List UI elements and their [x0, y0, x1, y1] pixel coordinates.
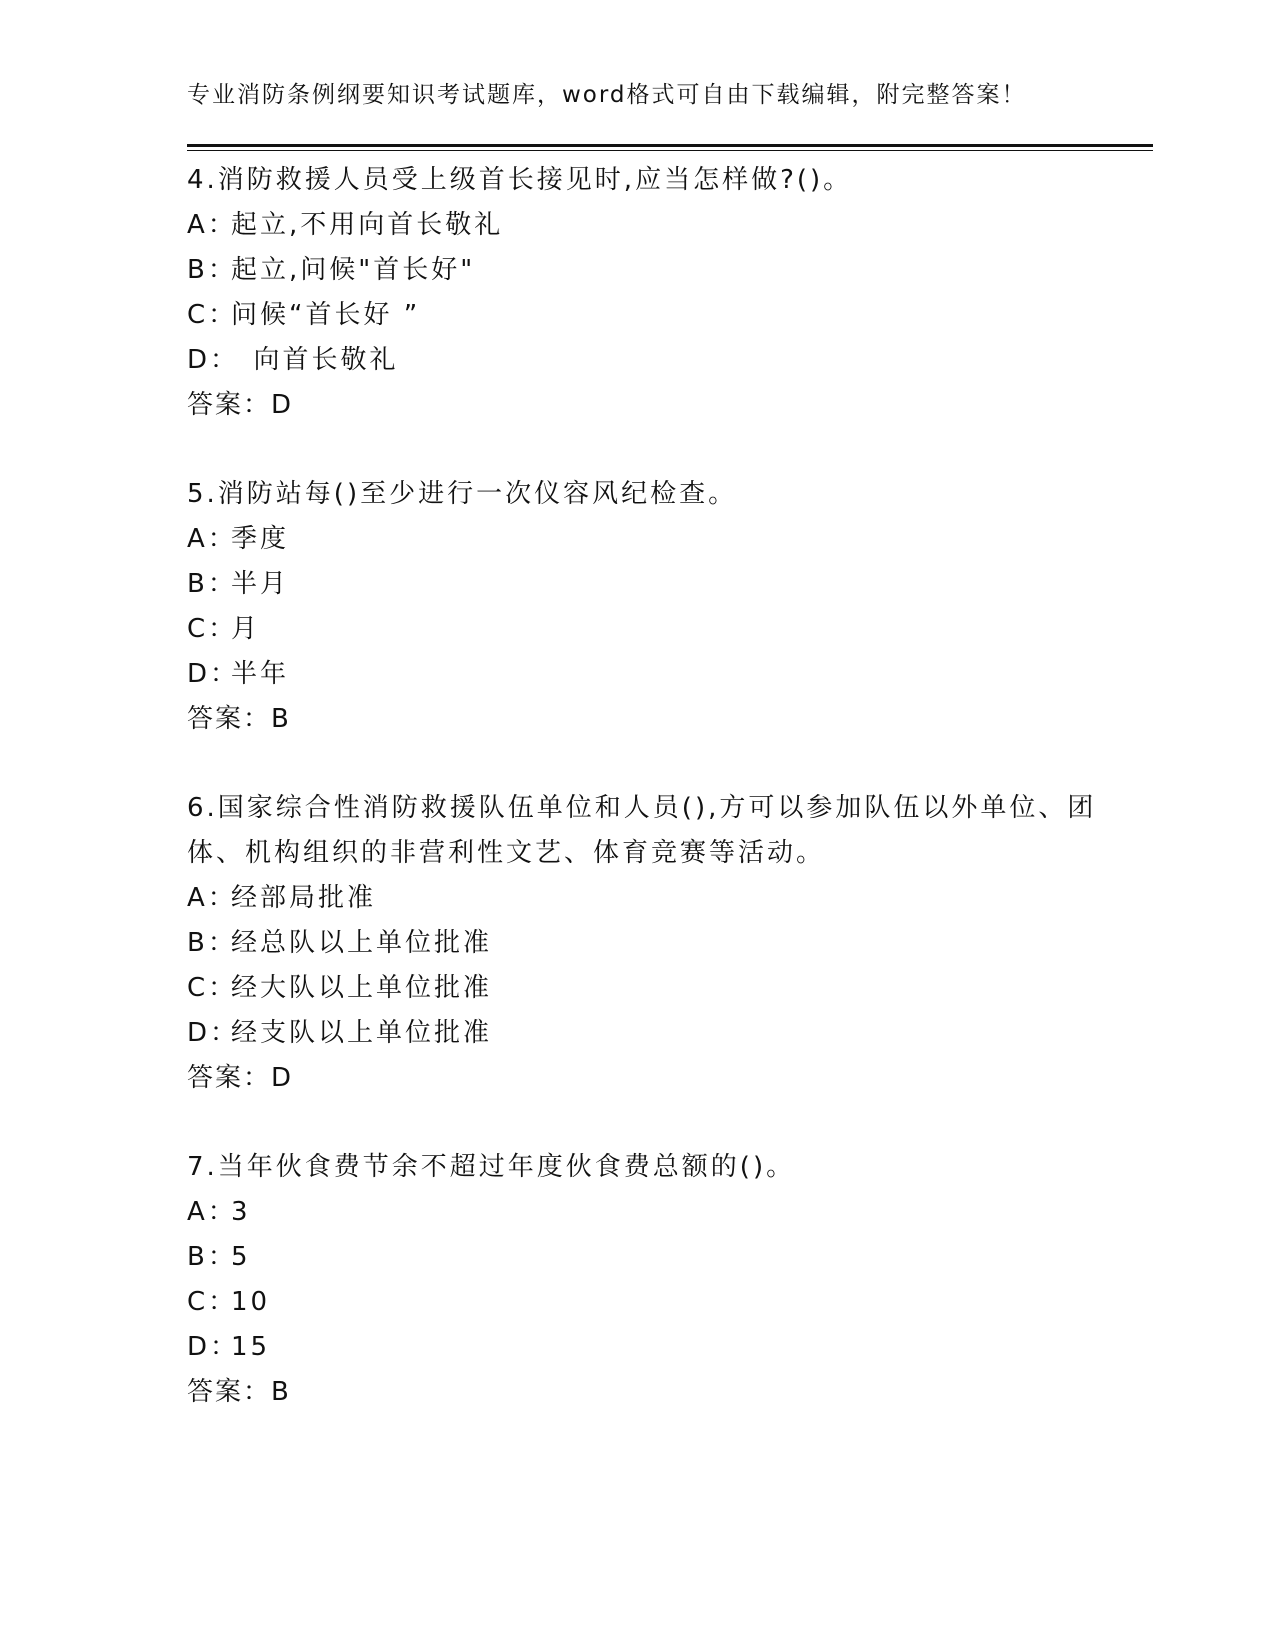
- option-b: [187, 921, 1153, 966]
- question-6: [187, 786, 1153, 1101]
- option-text: 季度: [231, 524, 290, 554]
- option-a: [187, 517, 1153, 562]
- option-key: D：: [187, 659, 240, 689]
- option-text: 5: [231, 1242, 251, 1272]
- question-text: 6.国家综合性消防救援队伍单位和人员(),方可以参加队伍以外单位、团体、机构组织的非营利性文艺、体育竞赛等活动。: [187, 793, 1097, 868]
- option-d: [187, 1325, 1153, 1370]
- option-key: B：: [187, 928, 237, 958]
- option-d: [187, 1011, 1153, 1056]
- option-key: B：: [187, 1242, 237, 1272]
- header-rule-thin: [187, 150, 1153, 151]
- option-b: [187, 1235, 1153, 1280]
- option-b: [187, 562, 1153, 607]
- question-text: 7.当年伙食费节余不超过年度伙食费总额的()。: [187, 1152, 796, 1182]
- option-key: D：: [187, 345, 240, 375]
- question-spacer: [187, 428, 1153, 472]
- option-d: [187, 338, 1153, 383]
- question-text: 4.消防救援人员受上级首长接见时,应当怎样做?()。: [187, 165, 853, 195]
- option-key: C：: [187, 1287, 238, 1317]
- option-key: A：: [187, 883, 237, 913]
- option-key: C：: [187, 973, 238, 1003]
- option-text: 起立,问候"首长好": [231, 255, 476, 285]
- option-a: [187, 203, 1153, 248]
- question-7: [187, 1145, 1153, 1415]
- option-key: A：: [187, 1197, 237, 1227]
- question-spacer: [187, 1101, 1153, 1145]
- option-d: [187, 652, 1153, 697]
- option-key: C：: [187, 300, 238, 330]
- option-text: 向首长敬礼: [231, 345, 399, 375]
- option-text: 经总队以上单位批准: [231, 928, 493, 958]
- option-text: 半月: [231, 569, 290, 599]
- page-header: 专业消防条例纲要知识考试题库，word格式可自由下载编辑，附完整答案！: [187, 82, 1027, 108]
- option-text: 10: [231, 1287, 271, 1317]
- option-text: 经支队以上单位批准: [231, 1018, 493, 1048]
- option-text: 月: [231, 614, 261, 644]
- option-key: B：: [187, 569, 237, 599]
- option-a: [187, 1190, 1153, 1235]
- option-c: [187, 293, 1153, 338]
- option-text: 3: [231, 1197, 251, 1227]
- option-key: B：: [187, 255, 237, 285]
- question-list: [187, 158, 1153, 1415]
- option-c: [187, 607, 1153, 652]
- answer: 答案：D: [187, 1063, 294, 1093]
- option-key: A：: [187, 210, 237, 240]
- option-text: 15: [231, 1332, 271, 1362]
- option-text: 问候“首长好 ”: [231, 300, 421, 330]
- question-4: [187, 158, 1153, 428]
- option-text: 半年: [231, 659, 290, 689]
- option-key: D：: [187, 1332, 240, 1362]
- option-key: C：: [187, 614, 238, 644]
- question-spacer: [187, 742, 1153, 786]
- option-text: 经大队以上单位批准: [231, 973, 493, 1003]
- option-text: 起立,不用向首长敬礼: [231, 210, 504, 240]
- question-text: 5.消防站每()至少进行一次仪容风纪检查。: [187, 479, 738, 509]
- option-c: [187, 1280, 1153, 1325]
- option-key: D：: [187, 1018, 240, 1048]
- option-a: [187, 876, 1153, 921]
- answer: 答案：B: [187, 704, 291, 734]
- option-key: A：: [187, 524, 237, 554]
- answer: 答案：D: [187, 390, 294, 420]
- option-text: 经部局批准: [231, 883, 377, 913]
- answer: 答案：B: [187, 1377, 291, 1407]
- option-b: [187, 248, 1153, 293]
- header-rule-thick: [187, 144, 1153, 147]
- question-5: [187, 472, 1153, 742]
- option-c: [187, 966, 1153, 1011]
